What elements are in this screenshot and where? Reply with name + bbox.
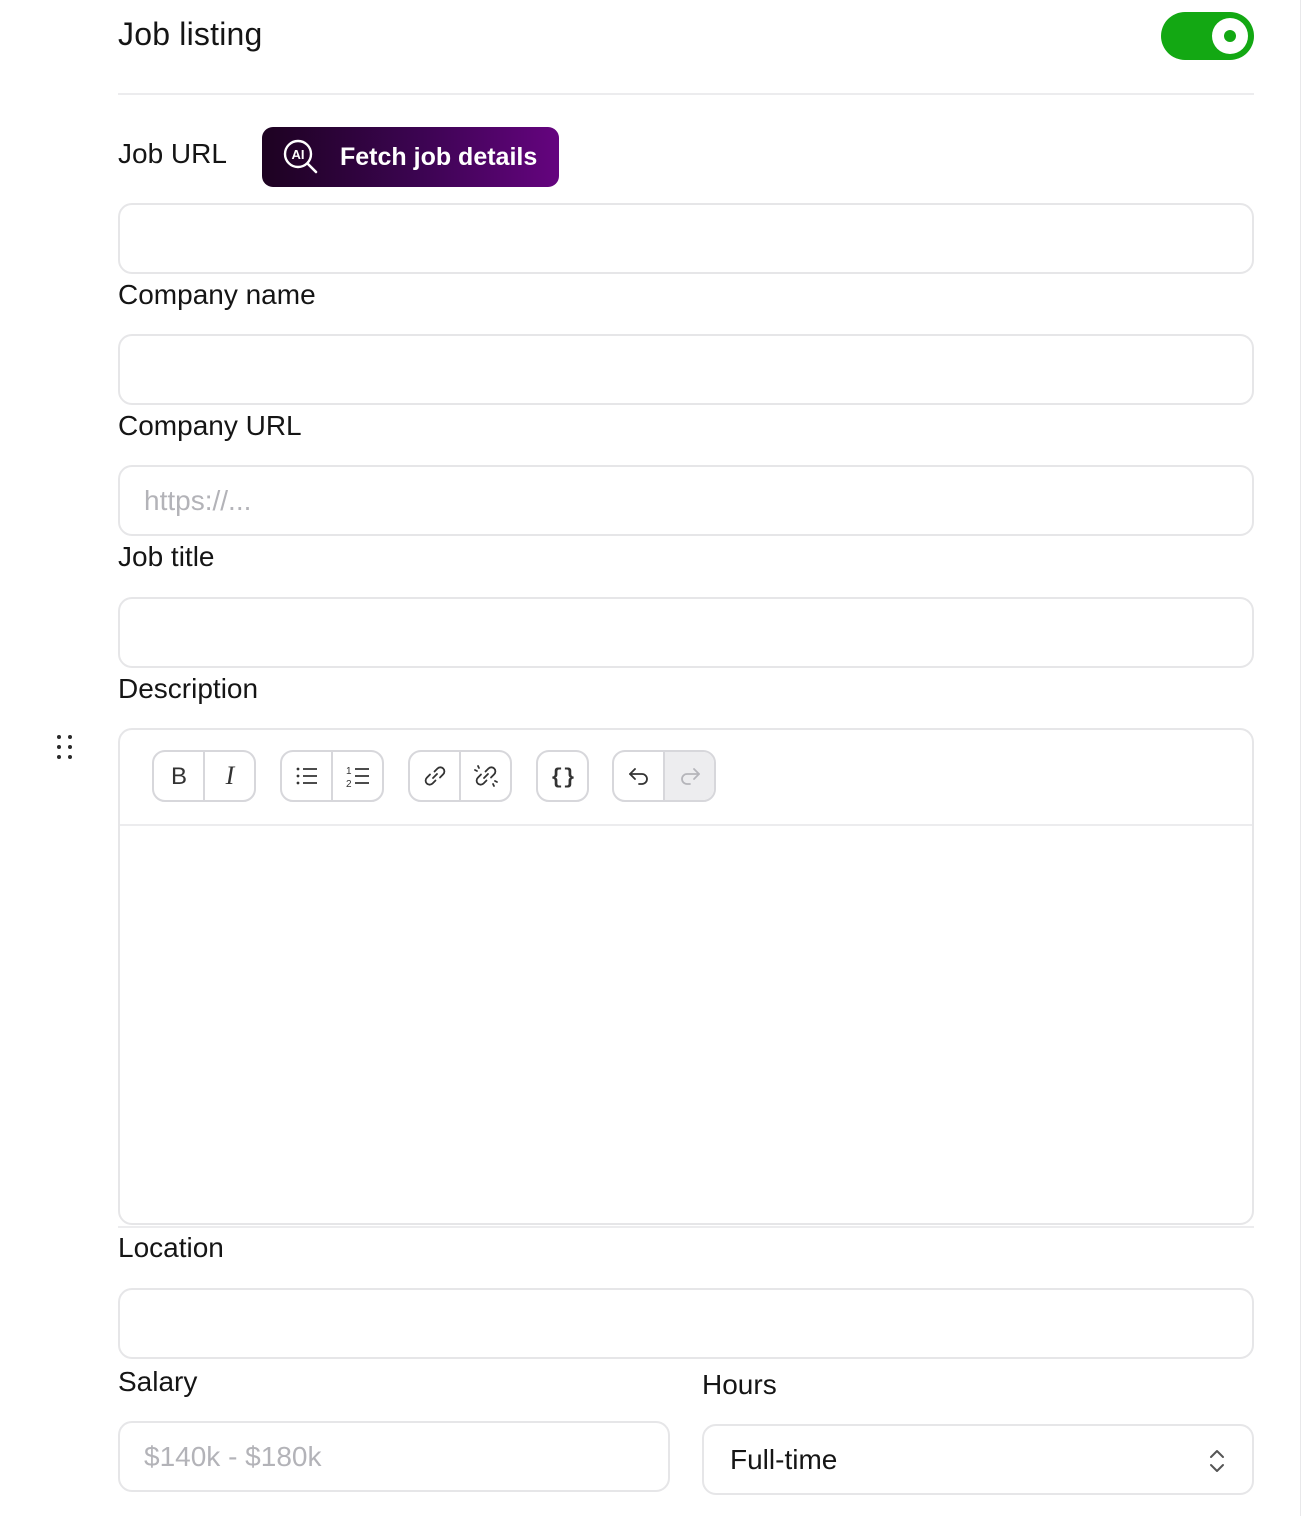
company-name-label: Company name [118, 279, 316, 310]
code-group [536, 750, 589, 802]
toggle-knob [1212, 18, 1248, 54]
hours-label: Hours [702, 1369, 777, 1400]
job-url-input[interactable] [118, 203, 1254, 274]
fetch-job-details-button[interactable] [262, 127, 559, 187]
unlink-icon [473, 763, 499, 789]
chevron-up-down-icon [1208, 1448, 1226, 1474]
redo-icon [677, 763, 703, 789]
italic-button[interactable] [203, 752, 254, 800]
code-block-button[interactable] [538, 752, 587, 800]
format-group [152, 750, 256, 802]
link-icon [422, 763, 448, 789]
svg-text:2: 2 [345, 779, 352, 789]
section-divider [118, 93, 1254, 95]
panel-edge [1300, 0, 1301, 1516]
drag-handle-icon[interactable] [54, 733, 78, 761]
job-title-input[interactable] [118, 597, 1254, 668]
code-block-icon [550, 763, 576, 789]
redo-button[interactable] [663, 752, 714, 800]
ai-search-icon [282, 138, 320, 176]
hours-selected-value: Full-time [730, 1443, 838, 1475]
history-group [612, 750, 716, 802]
bullet-list-button[interactable] [282, 752, 331, 800]
svg-text:I: I [225, 763, 234, 789]
unlink-button[interactable] [459, 752, 510, 800]
bold-icon [166, 763, 192, 789]
editor-bottom-rule [118, 1226, 1254, 1228]
link-group [408, 750, 512, 802]
undo-button[interactable] [614, 752, 663, 800]
editor-toolbar [120, 730, 1252, 826]
ordered-list-button[interactable] [331, 752, 382, 800]
salary-input[interactable] [118, 1421, 670, 1492]
description-label: Description [118, 673, 259, 704]
job-title-label: Job title [118, 541, 215, 572]
description-content-area[interactable] [120, 826, 1252, 1223]
salary-label: Salary [118, 1366, 198, 1397]
italic-icon [217, 763, 243, 789]
svg-text:AI: AI [291, 147, 305, 162]
company-name-input[interactable] [118, 334, 1254, 405]
description-editor [118, 728, 1254, 1225]
link-button[interactable] [410, 752, 459, 800]
fetch-job-details-label: Fetch job details [340, 142, 538, 171]
svg-text:B: B [170, 763, 187, 789]
job-listing-toggle[interactable] [1161, 12, 1254, 60]
bullet-list-icon [294, 763, 320, 789]
hours-select[interactable] [702, 1424, 1254, 1495]
location-label: Location [118, 1232, 224, 1263]
list-group [280, 750, 384, 802]
company-url-input[interactable] [118, 465, 1254, 536]
svg-text:{}: {} [549, 767, 576, 789]
undo-icon [626, 763, 652, 789]
svg-text:1: 1 [345, 766, 352, 777]
company-url-label: Company URL [118, 410, 302, 441]
location-input[interactable] [118, 1288, 1254, 1359]
job-url-label: Job URL [118, 138, 227, 169]
section-title: Job listing [118, 16, 263, 52]
ordered-list-icon [345, 763, 371, 789]
bold-button[interactable] [154, 752, 203, 800]
